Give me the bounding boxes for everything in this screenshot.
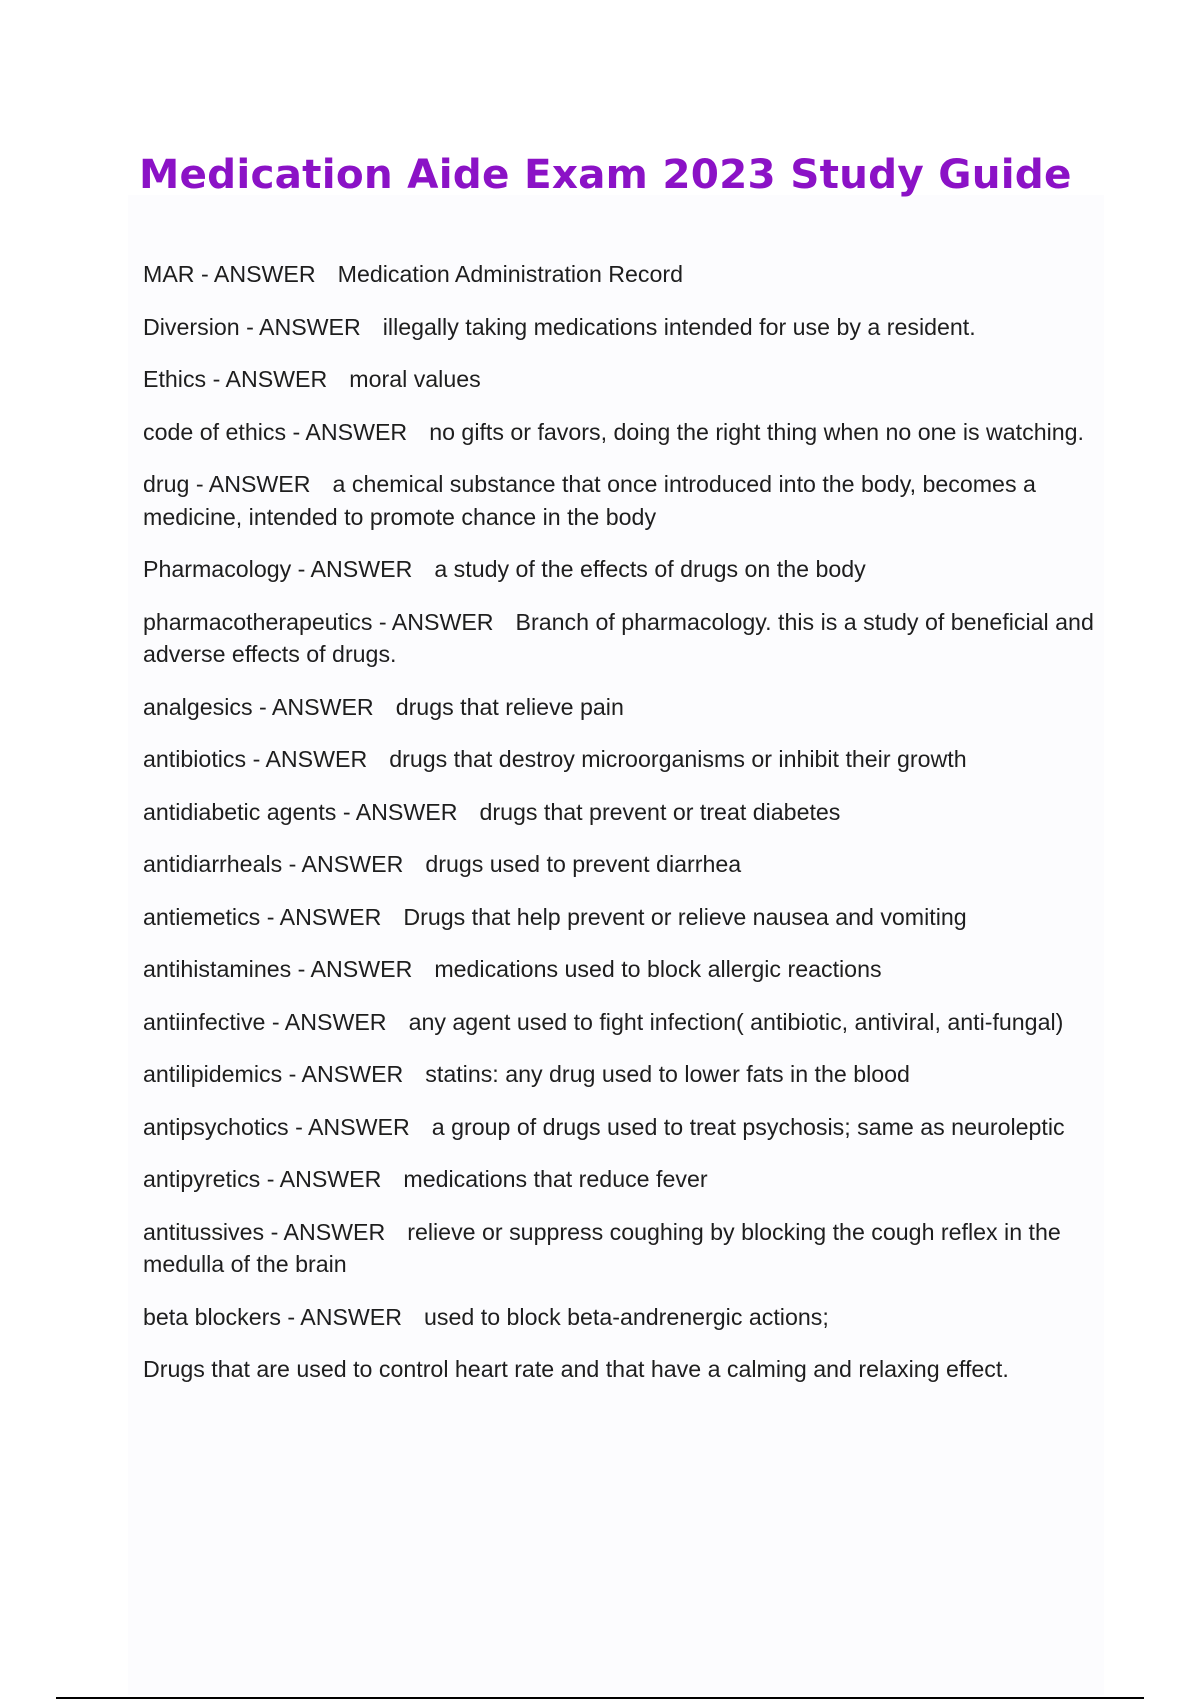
entry-separator: - ANSWER <box>264 1218 386 1245</box>
list-item <box>143 1216 1103 1281</box>
bottom-rule <box>56 1697 1144 1699</box>
entry-separator: - ANSWER <box>194 261 316 287</box>
entry-separator: - ANSWER <box>189 471 311 497</box>
list-item <box>143 691 1103 724</box>
list-item <box>143 796 1103 829</box>
entry-separator: - ANSWER <box>288 1113 410 1140</box>
entry-separator: - ANSWER <box>246 746 368 772</box>
list-item <box>143 606 1103 671</box>
list-item <box>143 743 1103 776</box>
entry-separator: - ANSWER <box>291 956 413 982</box>
entry-term: drug <box>143 471 190 497</box>
entry-separator: - ANSWER <box>239 313 361 340</box>
entry-definition: a study of the effects of drugs on the body <box>434 556 866 582</box>
entry-term: Diversion <box>143 313 240 340</box>
entry-definition: statins: any drug used to lower fats in the blood <box>425 1061 910 1087</box>
entry-separator: - ANSWER <box>206 366 328 392</box>
list-item <box>143 1163 1103 1196</box>
list-item <box>143 416 1103 449</box>
entry-definition: drugs used to prevent diarrhea <box>425 851 742 877</box>
entry-separator: - ANSWER <box>282 1061 404 1087</box>
entry-definition: drugs that relieve pain <box>395 693 624 720</box>
page-title: Medication Aide Exam 2023 Study Guide <box>139 150 1072 198</box>
entry-term: antidiarrheals <box>143 851 283 877</box>
list-item <box>143 363 1103 396</box>
entry-separator: - ANSWER <box>265 1008 387 1035</box>
entry-term: antilipidemics <box>143 1061 283 1087</box>
entry-term: antipsychotics <box>143 1113 289 1140</box>
list-item <box>143 258 1103 291</box>
entry-term: antiemetics <box>143 903 261 930</box>
entry-separator: - ANSWER <box>260 903 382 930</box>
list-item <box>143 953 1103 986</box>
list-item <box>143 1111 1103 1144</box>
entry-definition: Branch of pharmacology. this is a study of beneficial and adverse effects of drugs. <box>143 608 1094 667</box>
list-item <box>143 848 1103 881</box>
entry-definition: medications that reduce fever <box>403 1166 708 1192</box>
term-list <box>143 258 1103 1406</box>
entry-term: antiinfective <box>143 1008 266 1035</box>
entry-term: antipyretics <box>143 1166 261 1192</box>
closing-paragraph: Drugs that are used to control heart rate and that have a calming and relaxing effect. <box>143 1356 1009 1382</box>
entry-term: MAR <box>143 261 195 287</box>
entry-separator: - ANSWER <box>282 851 404 877</box>
entry-term: antidiabetic agents <box>143 798 337 825</box>
list-item <box>143 1006 1103 1039</box>
entry-definition: medications used to block allergic reactions <box>434 956 882 982</box>
entry-term: code of ethics <box>143 418 287 445</box>
entry-separator: - ANSWER <box>252 693 374 720</box>
entry-definition: no gifts or favors, doing the right thing when no one is watching. <box>429 418 1084 445</box>
entry-term: analgesics <box>143 693 253 720</box>
entry-definition: Drugs that help prevent or relieve nausea and vomiting <box>403 903 967 930</box>
entry-separator: - ANSWER <box>280 1303 403 1330</box>
entry-definition: illegally taking medications intended for use by a resident. <box>382 313 976 340</box>
list-item <box>143 901 1103 934</box>
list-item <box>143 311 1103 344</box>
entry-definition: any agent used to fight infection( antibiotic, antiviral, anti-fungal) <box>408 1008 1064 1035</box>
entry-separator: - ANSWER <box>372 608 494 635</box>
entry-separator: - ANSWER <box>291 556 413 582</box>
entry-definition: Medication Administration Record <box>337 261 684 287</box>
list-item <box>143 468 1103 533</box>
entry-term: antitussives <box>143 1218 265 1245</box>
list-item <box>143 1058 1103 1091</box>
entry-term: beta blockers <box>143 1303 281 1330</box>
entry-definition: relieve or suppress coughing by blocking the cough reflex in the medulla of the brain <box>143 1218 1061 1277</box>
entry-separator: - ANSWER <box>336 798 458 825</box>
entry-term: pharmacotherapeutics <box>143 608 373 635</box>
entry-definition: drugs that prevent or treat diabetes <box>479 798 841 825</box>
entry-term: Pharmacology <box>143 556 292 582</box>
entry-definition: drugs that destroy microorganisms or inhibit their growth <box>389 746 967 772</box>
entry-term: antibiotics <box>143 746 247 772</box>
entry-separator: - ANSWER <box>286 418 408 445</box>
list-item <box>143 553 1103 586</box>
entry-term: Ethics <box>143 366 207 392</box>
entry-definition: used to block beta-andrenergic actions; <box>424 1303 829 1330</box>
entry-definition: a chemical substance that once introduced into the body, becomes a medicine, intended to promote chance in the body <box>143 471 1036 530</box>
entry-term: antihistamines <box>143 956 292 982</box>
entry-definition: moral values <box>349 366 481 392</box>
entry-definition: a group of drugs used to treat psychosis; same as neuroleptic <box>431 1113 1065 1140</box>
list-item <box>143 1301 1103 1334</box>
entry-separator: - ANSWER <box>260 1166 382 1192</box>
